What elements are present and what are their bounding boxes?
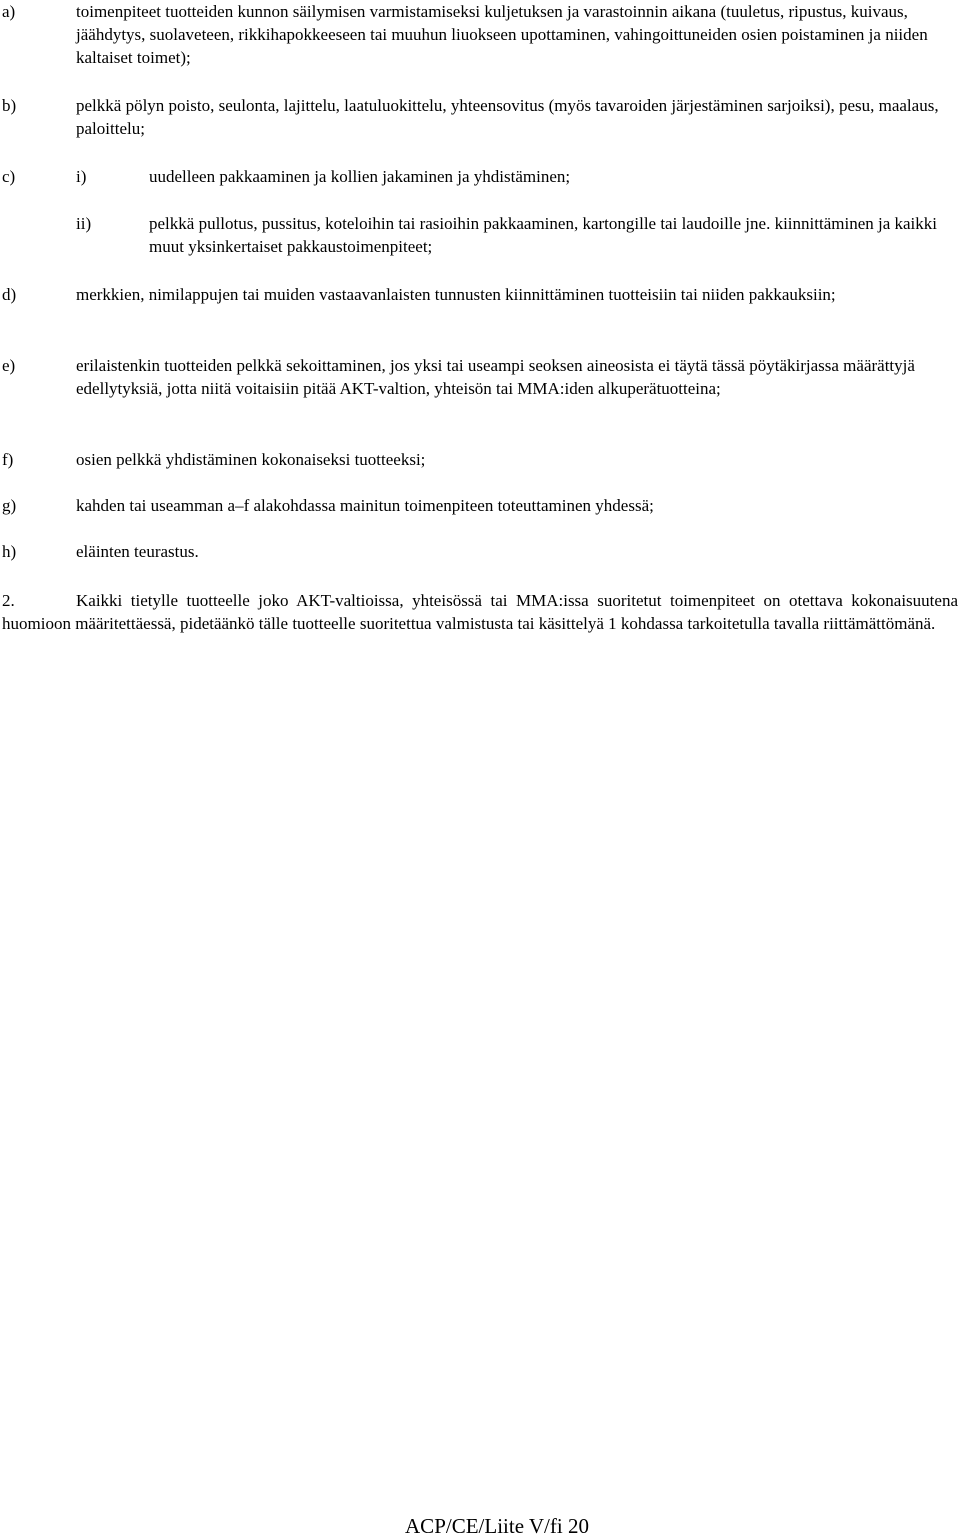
list-item-label: g) [2, 496, 17, 515]
paragraph-text: Kaikki tietylle tuotteelle joko AKT-valtioissa, yhteisössä tai MMA:issa suoritetut toimenpiteet on otettava kokonaisuutena huomioon määritettäessä, pidetäänkö tälle tuotteelle suoritettua valmistusta tai käsittelyä 1 kohdassa tarkoitetulla tavalla riittämättömänä. [2, 591, 958, 633]
list-item-text: merkkien, nimilappujen tai muiden vastaavanlaisten tunnusten kiinnittäminen tuotteisiin tai niiden pakkauksiin; [76, 285, 836, 304]
list-item-label: h) [2, 542, 17, 561]
list-item-text: toimenpiteet tuotteiden kunnon säilymisen varmistamiseksi kuljetuksen ja varastoinnin aikana (tuuletus, ripustus, kuivaus, jäähdytys, suolaveteen, rikkihapokkeeseen tai muuhun liuokseen upottaminen, vahingoittuneiden osien poistaminen ja niiden kaltaiset toimet); [76, 2, 928, 67]
list-item-label: f) [2, 450, 14, 469]
list-item-text: osien pelkkä yhdistäminen kokonaiseksi tuotteeksi; [76, 450, 426, 469]
list-item-label: e) [2, 356, 16, 375]
list-item-label: b) [2, 96, 17, 115]
sub-item-text: uudelleen pakkaaminen ja kollien jakaminen ja yhdistäminen; [149, 167, 571, 186]
paragraph-number: 2. [2, 591, 15, 610]
sub-item-text: pelkkä pullotus, pussitus, koteloihin tai rasioihin pakkaaminen, kartongille tai laudoille jne. kiinnittäminen ja kaikki muut yksinkertaiset pakkaustoimenpiteet; [149, 214, 937, 256]
list-item-text: erilaistenkin tuotteiden pelkkä sekoittaminen, jos yksi tai useampi seoksen aineosista ei täytä tässä pöytäkirjassa määrättyjä edellytyksiä, jotta niitä voitaisiin pitää AKT-valtion, yhteisön tai MMA:iden alkuperätuotteina; [76, 356, 915, 398]
list-item-label: c) [2, 167, 16, 186]
sub-item-label: i) [76, 167, 87, 186]
list-item-text: pelkkä pölyn poisto, seulonta, lajittelu, laatuluokittelu, yhteensovitus (myös tavaroiden järjestäminen sarjoiksi), pesu, maalaus, paloittelu; [76, 96, 939, 138]
list-item-text: eläinten teurastus. [76, 542, 199, 561]
list-item-label: d) [2, 285, 17, 304]
paragraph-2 [2, 589, 958, 635]
list-item-text: kahden tai useamman a–f alakohdassa mainitun toimenpiteen toteuttaminen yhdessä; [76, 496, 654, 515]
list-item-label: a) [2, 2, 16, 21]
sub-item-label: ii) [76, 214, 92, 233]
page-footer-reference: ACP/CE/Liite V/fi 20 [405, 1514, 589, 1538]
